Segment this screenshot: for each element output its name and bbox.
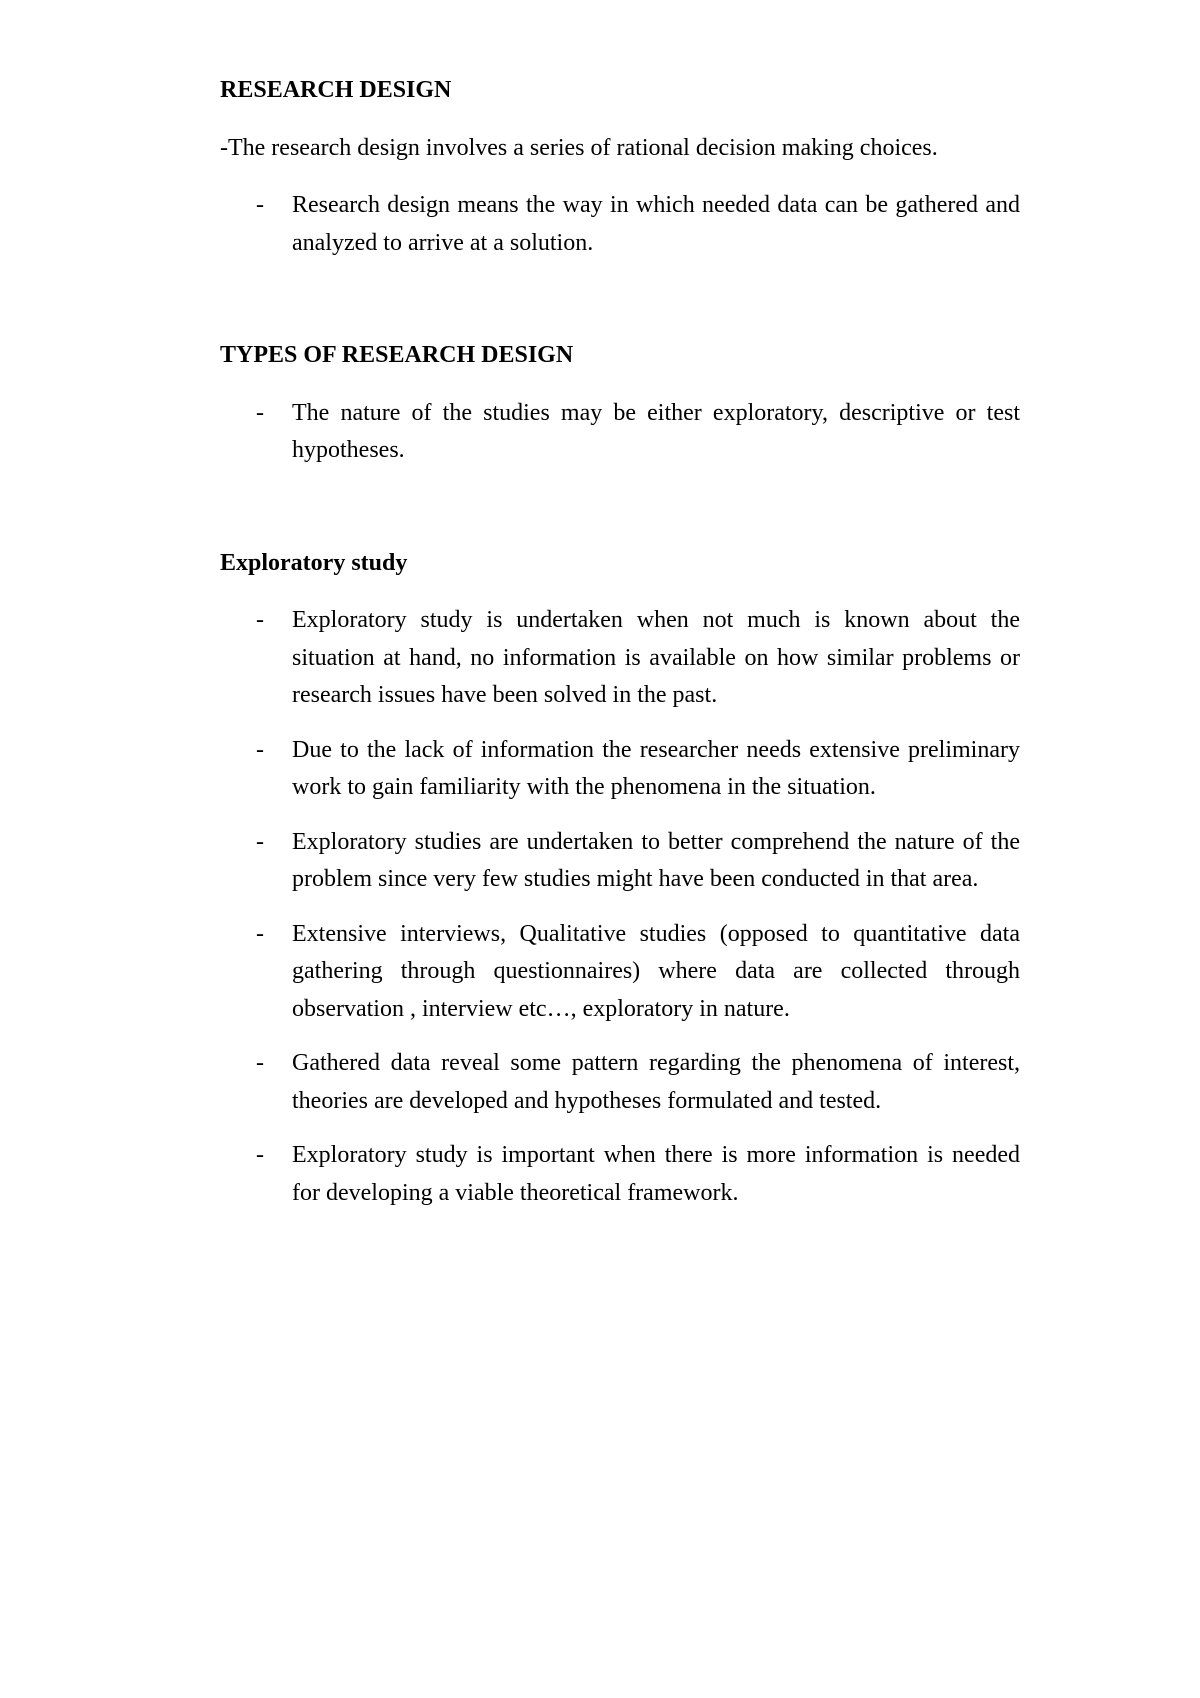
bullet-marker: -	[256, 1050, 264, 1076]
list-item-text: Exploratory study is important when there is more information is needed for developing a viable theoretical framework.	[292, 1142, 1020, 1206]
heading-research-design: RESEARCH DESIGN	[220, 77, 452, 103]
list-item-text: Extensive interviews, Qualitative studies (opposed to quantitative data gathering through questionnaires) where data are collected through observation , interview etc…, exploratory in nature.	[292, 920, 1020, 1022]
bullet-marker: -	[256, 399, 264, 426]
bullet-marker: -	[256, 192, 264, 218]
list-item	[220, 602, 1020, 715]
section3-bullet-list	[220, 602, 1020, 1212]
section2-bullet-list	[220, 395, 1020, 470]
bullet-marker: -	[256, 736, 264, 763]
intro-paragraph: -The research design involves a series of rational decision making choices.	[220, 134, 938, 161]
list-item	[220, 1045, 1020, 1120]
list-item-text: Research design means the way in which needed data can be gathered and analyzed to arrive at a solution.	[292, 192, 1020, 256]
list-item-text: Exploratory studies are undertaken to better comprehend the nature of the problem since very few studies might have been conducted in that area.	[292, 828, 1020, 892]
list-item	[220, 187, 1020, 262]
bullet-marker: -	[256, 828, 264, 855]
list-item	[220, 395, 1020, 470]
list-item	[220, 824, 1020, 899]
list-item-text: Exploratory study is undertaken when not much is known about the situation at hand, no information is available on how similar problems or research issues have been solved in the past.	[292, 607, 1020, 708]
list-item	[220, 916, 1020, 1029]
list-item	[220, 1137, 1020, 1212]
bullet-marker: -	[256, 1142, 264, 1168]
list-item	[220, 732, 1020, 807]
list-item-text: Due to the lack of information the researcher needs extensive preliminary work to gain familiarity with the phenomena in the situation.	[292, 736, 1020, 800]
list-item-text: The nature of the studies may be either exploratory, descriptive or test hypotheses.	[292, 399, 1020, 463]
heading-exploratory-study: Exploratory study	[220, 549, 408, 576]
heading-types-of-research-design: TYPES OF RESEARCH DESIGN	[220, 342, 574, 368]
list-item-text: Gathered data reveal some pattern regarding the phenomena of interest, theories are developed and hypotheses formulated and tested.	[292, 1050, 1020, 1114]
bullet-marker: -	[256, 920, 264, 947]
bullet-marker: -	[256, 607, 264, 633]
document-body	[220, 72, 1020, 1212]
section1-bullet-list	[220, 187, 1020, 262]
